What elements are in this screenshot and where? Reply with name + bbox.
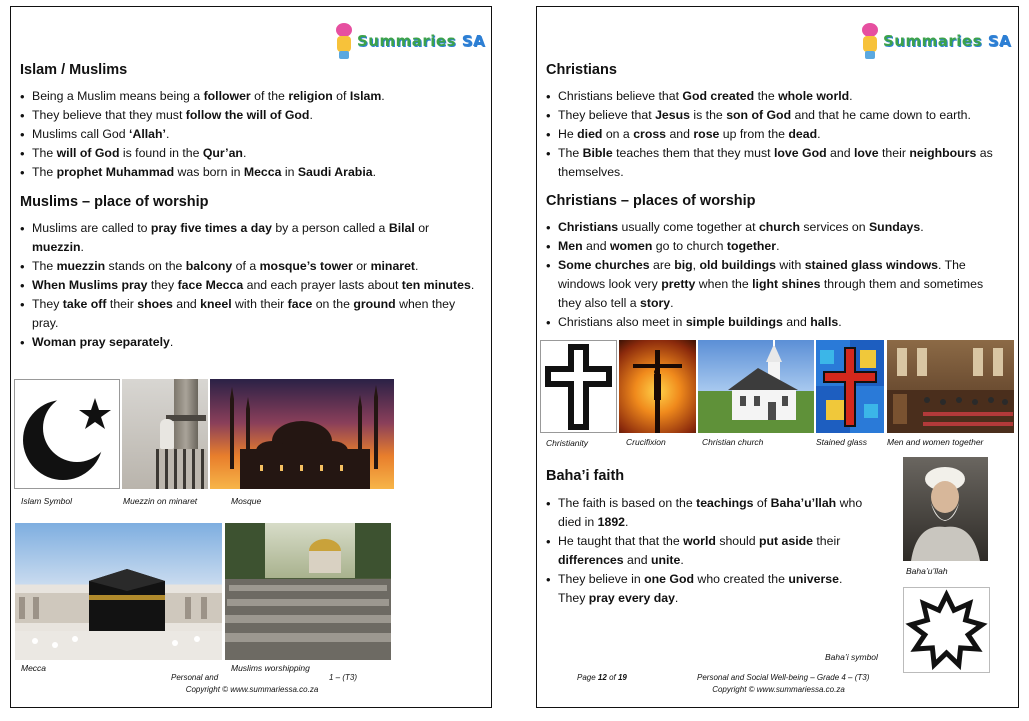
- bullet-item: • The prophet Muhammad was born in Mecca in Saudi Arabia.: [20, 163, 480, 182]
- caption-mosque: Mosque: [231, 496, 262, 506]
- bahai-heading: Baha’i faith: [546, 468, 625, 484]
- caption-bahai-symbol: Baha’i symbol: [825, 652, 878, 662]
- mosque-image: [210, 379, 394, 489]
- bahai-list: [546, 494, 866, 608]
- left-footer-subject-a: Personal and: [171, 673, 219, 682]
- right-page: [536, 6, 1019, 708]
- logo-mascot-icon: [857, 23, 883, 59]
- caption-stained-glass: Stained glass: [816, 437, 868, 447]
- caption-christianity: Christianity: [546, 438, 589, 448]
- bahai-symbol-image: [903, 587, 990, 673]
- summaries-sa-logo: [857, 21, 1011, 61]
- christian-worship-heading: Christians – places of worship: [546, 193, 756, 209]
- bullet-item: • He died on a cross and rose up from the dead.: [546, 125, 1008, 144]
- stained-glass-image: [816, 340, 884, 433]
- christian-church-image: [698, 340, 814, 433]
- bullet-item: • Christians also meet in simple buildings and halls.: [546, 313, 1008, 332]
- muslims-worshipping-image: [225, 523, 391, 660]
- islam-symbol-image: [14, 379, 120, 489]
- bullet-item: • Woman pray separately.: [20, 333, 475, 352]
- page-number: Page 12 of 19: [577, 673, 627, 682]
- bullet-item: • The muezzin stands on the balcony of a mosque’s tower or minaret.: [20, 257, 475, 276]
- caption-men-women: Men and women together: [887, 437, 984, 447]
- bullet-item: • The Bible teaches them that they must love God and love their neighbours as themselves.: [546, 144, 1008, 182]
- caption-islam-symbol: Islam Symbol: [21, 496, 73, 506]
- bullet-item: • They believe that they must follow the will of God.: [20, 106, 480, 125]
- logo-text: Summaries SA: [357, 32, 486, 50]
- bahaullah-portrait-image: [903, 457, 988, 561]
- left-page: [10, 6, 492, 708]
- christians-heading: Christians: [546, 62, 617, 78]
- cross-icon: [541, 341, 616, 432]
- caption-christian-church: Christian church: [702, 437, 764, 447]
- logo-text: Summaries SA: [883, 32, 1012, 50]
- left-footer-subject-b: 1 – (T3): [329, 673, 358, 682]
- caption-mecca: Mecca: [21, 663, 47, 673]
- logo-mascot-icon: [331, 23, 357, 59]
- bullet-item: • Christians believe that God created the whole world.: [546, 87, 1008, 106]
- caption-crucifixion: Crucifixion: [626, 437, 666, 447]
- caption-worshipping: Muslims worshipping: [231, 663, 310, 673]
- bullet-item: • Christians usually come together at church services on Sundays.: [546, 218, 1008, 237]
- muezzin-image: [122, 379, 208, 489]
- christianity-image: [540, 340, 617, 433]
- mecca-image: [15, 523, 222, 660]
- bullet-item: • Some churches are big, old buildings with stained glass windows. The windows look very pretty when the light shines through them and sometimes they also tell a story.: [546, 256, 1008, 313]
- bullet-item: • Muslims call God ‘Allah’.: [20, 125, 480, 144]
- bullet-item: • Men and women go to church together.: [546, 237, 1008, 256]
- bullet-item: • The will of God is found in the Qur’an.: [20, 144, 480, 163]
- nine-pointed-star-icon: [904, 588, 989, 672]
- right-footer-subject: Personal and Social Well-being – Grade 4 – (T3): [697, 673, 870, 682]
- christian-worship-list: [546, 218, 1008, 332]
- bullet-item: • He taught that that the world should put aside their differences and unite.: [546, 532, 866, 570]
- bullet-item: • Muslims are called to pray five times a day by a person called a Bilal or muezzin.: [20, 219, 475, 257]
- caption-bahaullah: Baha’u’llah: [906, 566, 948, 576]
- islam-heading: Islam / Muslims: [20, 62, 128, 78]
- right-footer-copyright: Copyright © www.summariessa.co.za: [712, 685, 845, 694]
- muslim-worship-list: [20, 219, 475, 352]
- crucifixion-image: [619, 340, 696, 433]
- men-women-together-image: [887, 340, 1014, 433]
- bullet-item: • When Muslims pray they face Mecca and each prayer lasts about ten minutes.: [20, 276, 475, 295]
- christians-list: [546, 87, 1008, 182]
- bullet-item: • They believe in one God who created the universe. They pray every day.: [546, 570, 866, 608]
- bullet-item: • Being a Muslim means being a follower of the religion of Islam.: [20, 87, 480, 106]
- bullet-item: • They take off their shoes and kneel with their face on the ground when they pray.: [20, 295, 475, 333]
- summaries-sa-logo: [331, 21, 485, 61]
- muslim-worship-heading: Muslims – place of worship: [20, 194, 209, 210]
- left-footer-copyright: Copyright © www.summariessa.co.za: [185, 685, 319, 694]
- bullet-item: • The faith is based on the teachings of Baha’u’llah who died in 1892.: [546, 494, 866, 532]
- crescent-star-icon: [15, 380, 119, 488]
- islam-list: [20, 87, 480, 182]
- bullet-item: • They believe that Jesus is the son of God and that he came down to earth.: [546, 106, 1008, 125]
- caption-muezzin: Muezzin on minaret: [123, 496, 198, 506]
